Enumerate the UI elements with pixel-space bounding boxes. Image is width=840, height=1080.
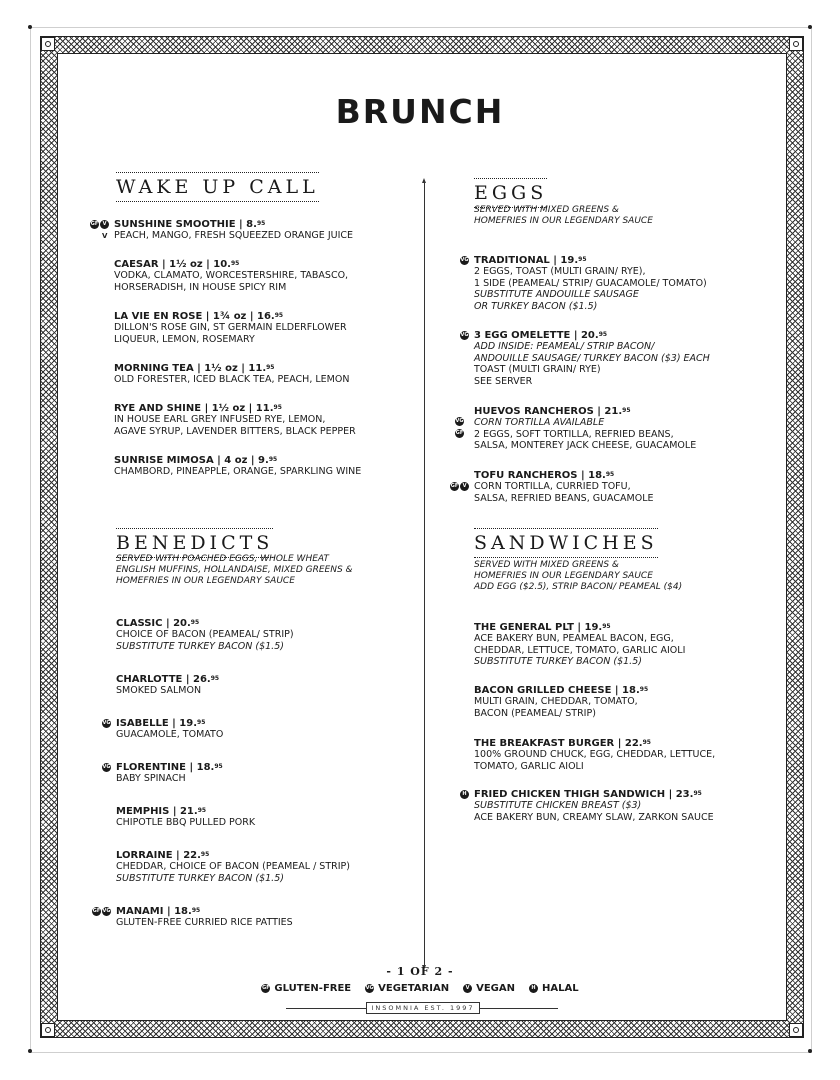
- item-name-price: ISABELLE | 19.: [116, 718, 198, 729]
- item-name-price: BACON GRILLED CHEESE | 18.: [474, 685, 640, 696]
- vegetarian-icon: VG: [102, 720, 111, 726]
- item-description: ACE BAKERY BUN, CREAMY SLAW, ZARKON SAUCE: [474, 811, 714, 823]
- item-description: BABY SPINACH: [116, 773, 186, 785]
- halal-icon: H: [529, 984, 538, 993]
- item-price-cents: 95: [273, 404, 282, 411]
- item-description: CHEDDAR, CHOICE OF BACON (PEAMEAL / STRIP): [116, 861, 350, 873]
- legend-label: GLUTEN-FREE: [274, 983, 352, 994]
- item-price-cents: 95: [197, 719, 206, 726]
- item-note: SUBSTITUTE TURKEY BACON ($1.5): [474, 656, 642, 668]
- section-title: EGGS: [474, 178, 547, 208]
- item-description: ACE BAKERY BUN, PEAMEAL BACON, EGG,: [474, 633, 674, 645]
- item-note: SUBSTITUTE TURKEY BACON ($1.5): [116, 872, 284, 884]
- gluten-free-icon: GF: [262, 985, 270, 991]
- corner-ornament: [41, 37, 55, 51]
- menu-item: [116, 806, 255, 829]
- intro-line: HOMEFRIES IN OUR LEGENDARY SAUCE: [474, 571, 653, 581]
- menu-item: [474, 470, 654, 504]
- item-name: [116, 718, 223, 729]
- item-name: [116, 906, 293, 917]
- vegetarian-icon: VG: [102, 908, 111, 914]
- item-description: CHAMBORD, PINEAPPLE, ORANGE, SPARKLING WINE: [114, 466, 362, 478]
- item-description: TOAST (MULTI GRAIN/ RYE): [474, 364, 601, 376]
- item-price-cents: 95: [256, 220, 266, 227]
- intro-line: ADD EGG ($2.5), STRIP BACON/ PEAMEAL ($4): [474, 582, 683, 592]
- vegan-icon: V: [100, 220, 109, 229]
- item-name-price: MANAMI | 18.: [116, 906, 192, 917]
- item-name-price: FRIED CHICKEN THIGH SANDWICH | 23.: [474, 789, 694, 800]
- crop-mark: [28, 25, 32, 29]
- page-title: BRUNCH: [335, 92, 505, 131]
- item-description: PEACH, MANGO, FRESH SQUEEZED ORANGE JUICE: [114, 230, 354, 242]
- section-sandwiches: [474, 528, 658, 558]
- item-name-price: MEMPHIS | 21.: [116, 806, 198, 817]
- section-wake-up-call: [116, 172, 319, 202]
- item-name: [114, 455, 361, 466]
- item-description: HORSERADISH, IN HOUSE SPICY RIM: [114, 281, 287, 293]
- diet-badges: [102, 763, 111, 772]
- halal-icon: H: [460, 790, 469, 799]
- item-price-cents: 95: [200, 851, 210, 858]
- menu-item: [116, 718, 223, 741]
- gluten-free-icon: GF: [90, 221, 99, 227]
- legend-entry: [365, 983, 449, 994]
- page-number: - 1 OF 2 -: [386, 965, 454, 978]
- established-label: INSOMNIA EST. 1997: [366, 1002, 480, 1014]
- menu-item: [116, 906, 293, 929]
- item-price-cents: 95: [605, 471, 615, 478]
- menu-item: [114, 363, 349, 386]
- item-name: [114, 259, 348, 270]
- legend-label: VEGAN: [476, 983, 515, 994]
- item-description: CORN TORTILLA, CURRIED TOFU,: [474, 481, 631, 493]
- section-intro: [474, 560, 682, 593]
- item-description: 2 EGGS, TOAST (MULTI GRAIN/ RYE),: [474, 266, 646, 278]
- item-name: [116, 850, 350, 861]
- section-title: WAKE UP CALL: [116, 172, 319, 202]
- item-name: [116, 762, 223, 773]
- vegetarian-icon: VG: [460, 332, 469, 338]
- gluten-free-icon: GF: [450, 483, 459, 489]
- item-price-cents: 95: [230, 260, 240, 267]
- item-price-cents: 95: [598, 331, 608, 338]
- item-name: [474, 789, 714, 800]
- item-name-price: MORNING TEA | 1½ oz | 11.: [114, 363, 267, 374]
- item-name-price: 3 EGG OMELETTE | 20.: [474, 330, 599, 341]
- item-name: [474, 255, 707, 266]
- menu-item: [474, 685, 648, 719]
- item-note: SUBSTITUTE ANDOUILLE SAUSAGE: [474, 289, 639, 301]
- item-description: MULTI GRAIN, CHEDDAR, TOMATO,: [474, 696, 638, 708]
- item-description: GUACAMOLE, TOMATO: [116, 729, 224, 741]
- item-name-price: LORRAINE | 22.: [116, 850, 201, 861]
- item-description: 2 EGGS, SOFT TORTILLA, REFRIED BEANS,: [474, 428, 674, 440]
- item-description: DILLON'S ROSE GIN, ST GERMAIN ELDERFLOWER: [114, 322, 347, 334]
- item-name-price: TOFU RANCHEROS | 18.: [474, 470, 606, 481]
- menu-item: [474, 622, 685, 668]
- item-price-cents: 95: [693, 790, 702, 797]
- item-description: 100% GROUND CHUCK, EGG, CHEDDAR, LETTUCE,: [474, 749, 716, 761]
- section-title: SANDWICHES: [474, 528, 658, 558]
- item-price-cents: 95: [214, 763, 223, 770]
- diet-badges: [460, 256, 469, 265]
- legend-entry: [463, 983, 515, 994]
- item-name: [114, 311, 347, 322]
- legend-entry: [529, 983, 579, 994]
- item-price-cents: 95: [639, 686, 649, 693]
- diet-badges: [90, 220, 109, 229]
- item-name: [474, 330, 710, 341]
- section-title: BENEDICTS: [116, 528, 273, 558]
- item-note: ANDOUILLE SAUSAGE/ TURKEY BACON ($3) EACH: [474, 352, 710, 364]
- intro-line: HOMEFRIES IN OUR LEGENDARY SAUCE: [116, 576, 295, 586]
- vegetarian-icon: VG: [455, 418, 464, 424]
- item-name: [474, 685, 648, 696]
- item-name-price: HUEVOS RANCHEROS | 21.: [474, 406, 623, 417]
- item-name: [474, 622, 685, 633]
- corner-ornament: [789, 1023, 803, 1037]
- gluten-free-icon: GF: [455, 430, 464, 436]
- item-name-price: SUNRISE MIMOSA | 4 oz | 9.: [114, 455, 269, 466]
- menu-item: [116, 618, 294, 652]
- item-description: 1 SIDE (PEAMEAL/ STRIP/ GUACAMOLE/ TOMATO): [474, 277, 707, 289]
- menu-item: [114, 455, 361, 478]
- item-description: IN HOUSE EARL GREY INFUSED RYE, LEMON,: [114, 414, 326, 426]
- item-name-price: TRADITIONAL | 19.: [474, 255, 579, 266]
- item-name: [116, 674, 219, 685]
- item-description: TOMATO, GARLIC AIOLI: [474, 760, 584, 772]
- legend-entry: [261, 983, 351, 994]
- column-divider: [424, 182, 425, 966]
- intro-line: SERVED WITH MIXED GREENS &: [474, 560, 619, 570]
- item-description: SEE SERVER: [474, 375, 533, 387]
- vegetarian-icon: VG: [460, 257, 469, 263]
- section-intro: [116, 554, 353, 587]
- corner-ornament: [789, 37, 803, 51]
- item-description: SMOKED SALMON: [116, 685, 202, 697]
- item-description: CHEDDAR, LETTUCE, TOMATO, GARLIC AIOLI: [474, 644, 686, 656]
- menu-item: [474, 330, 710, 387]
- menu-item: [474, 789, 714, 823]
- item-name: [114, 363, 349, 374]
- corner-ornament: [41, 1023, 55, 1037]
- menu-item: [114, 219, 353, 242]
- established-banner: [286, 1002, 558, 1014]
- menu-item: [114, 311, 347, 345]
- item-description: SALSA, MONTEREY JACK CHEESE, GUACAMOLE: [474, 440, 697, 452]
- item-price-cents: 95: [190, 619, 200, 626]
- item-name-price: LA VIE EN ROSE | 1¾ oz | 16.: [114, 311, 275, 322]
- item-price-cents: 95: [191, 907, 201, 914]
- vegan-icon: V: [460, 482, 469, 491]
- menu-item: [116, 762, 223, 785]
- item-name: [116, 806, 255, 817]
- item-price-cents: 95: [197, 807, 207, 814]
- item-name: [474, 470, 654, 481]
- menu-item: [114, 259, 348, 293]
- vegan-mark: V: [102, 232, 108, 240]
- item-name-price: SUNSHINE SMOOTHIE | 8.: [114, 219, 257, 230]
- item-note: ADD INSIDE: PEAMEAL/ STRIP BACON/: [474, 341, 655, 353]
- crop-mark: [28, 1049, 32, 1053]
- item-name: [114, 219, 353, 230]
- item-description: BACON (PEAMEAL/ STRIP): [474, 707, 596, 719]
- item-price-cents: 95: [622, 407, 631, 414]
- item-description: VODKA, CLAMATO, WORCESTERSHIRE, TABASCO,: [114, 270, 349, 282]
- menu-item: [474, 738, 715, 772]
- item-price-cents: 95: [266, 364, 275, 371]
- item-name-price: CHARLOTTE | 26.: [116, 674, 211, 685]
- item-description: GLUTEN-FREE CURRIED RICE PATTIES: [116, 917, 293, 929]
- gluten-free-icon: GF: [92, 908, 101, 914]
- crop-mark: [808, 1049, 812, 1053]
- item-name: [474, 738, 715, 749]
- banner-line: [286, 1008, 366, 1009]
- item-note: CORN TORTILLA AVAILABLE: [474, 417, 605, 429]
- diet-badges: [450, 482, 469, 491]
- intro-line: HOMEFRIES IN OUR LEGENDARY SAUCE: [474, 216, 653, 226]
- vegetarian-icon: VG: [365, 985, 374, 991]
- item-name-price: THE GENERAL PLT | 19.: [474, 622, 603, 633]
- item-description: OLD FORESTER, ICED BLACK TEA, PEACH, LEMON: [114, 374, 350, 386]
- section-eggs: [474, 178, 547, 208]
- item-description: SALSA, REFRIED BEANS, GUACAMOLE: [474, 492, 654, 504]
- diet-legend: [0, 983, 840, 994]
- item-price-cents: 95: [642, 739, 651, 746]
- intro-line: SERVED WITH POACHED EGGS, WHOLE WHEAT: [116, 554, 329, 564]
- item-description: AGAVE SYRUP, LAVENDER BITTERS, BLACK PEPPER: [114, 425, 356, 437]
- legend-label: HALAL: [541, 983, 579, 994]
- crop-mark: [808, 25, 812, 29]
- item-name: [116, 618, 294, 629]
- banner-line: [480, 1008, 558, 1009]
- item-price-cents: 95: [274, 312, 284, 319]
- menu-item: [114, 403, 356, 437]
- menu-item: [116, 850, 350, 884]
- item-price-cents: 95: [268, 456, 278, 463]
- item-price-cents: 95: [602, 623, 611, 630]
- item-name-price: CAESAR | 1½ oz | 10.: [114, 259, 231, 270]
- item-name-price: CLASSIC | 20.: [116, 618, 191, 629]
- vegetarian-icon: VG: [102, 764, 111, 770]
- item-price-cents: 95: [578, 256, 587, 263]
- intro-line: ENGLISH MUFFINS, HOLLANDAISE, MIXED GREENS &: [116, 565, 353, 575]
- menu-item: [474, 255, 707, 312]
- item-name: [114, 403, 356, 414]
- menu-item: [474, 406, 696, 452]
- item-note: OR TURKEY BACON ($1.5): [474, 300, 598, 312]
- item-name-price: RYE AND SHINE | 1½ oz | 11.: [114, 403, 274, 414]
- item-note: SUBSTITUTE CHICKEN BREAST ($3): [474, 800, 642, 812]
- intro-line: SERVED WITH MIXED GREENS &: [474, 205, 619, 215]
- section-intro: [474, 205, 653, 227]
- item-name: [474, 406, 696, 417]
- item-description: CHOICE OF BACON (PEAMEAL/ STRIP): [116, 629, 294, 641]
- diet-badges: [92, 907, 111, 916]
- item-description: CHIPOTLE BBQ PULLED PORK: [116, 817, 256, 829]
- menu-item: [116, 674, 219, 697]
- diet-badges: [460, 790, 469, 799]
- diet-badges: [455, 417, 464, 438]
- legend-label: VEGETARIAN: [378, 983, 450, 994]
- item-description: LIQUEUR, LEMON, ROSEMARY: [114, 333, 255, 345]
- item-note: SUBSTITUTE TURKEY BACON ($1.5): [116, 640, 284, 652]
- item-price-cents: 95: [210, 675, 220, 682]
- item-name-price: FLORENTINE | 18.: [116, 762, 215, 773]
- diet-badges: [460, 331, 469, 340]
- diet-badges: [102, 719, 111, 728]
- vegan-icon: V: [463, 984, 472, 993]
- item-name-price: THE BREAKFAST BURGER | 22.: [474, 738, 643, 749]
